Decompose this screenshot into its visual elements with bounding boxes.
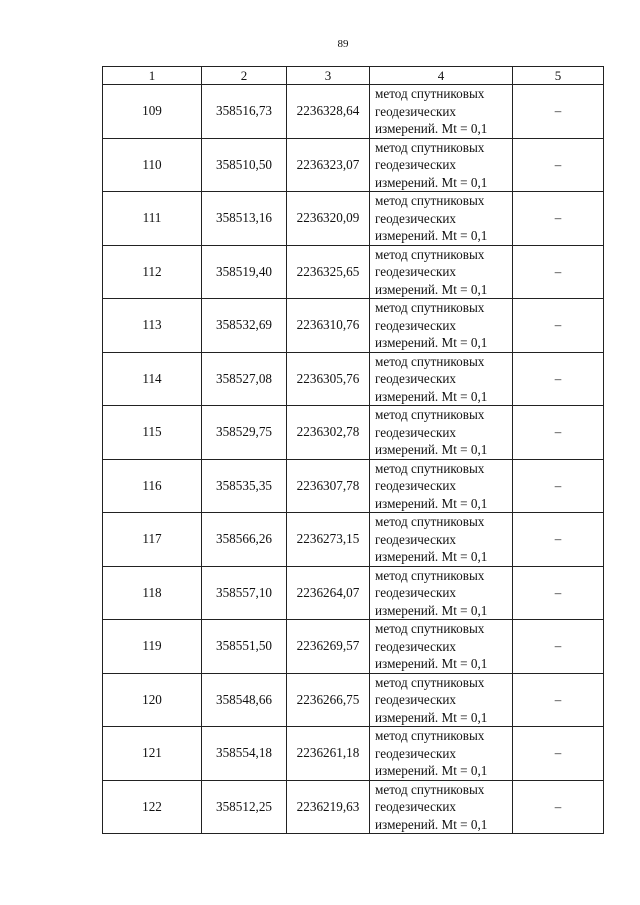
note-cell: – <box>513 513 604 567</box>
table-row <box>103 459 604 513</box>
y-coordinate-cell: 2236273,15 <box>287 513 370 567</box>
note-cell: – <box>513 192 604 246</box>
y-coordinate-cell: 2236269,57 <box>287 620 370 674</box>
column-header: 4 <box>370 67 513 85</box>
y-coordinate-cell: 2236320,09 <box>287 192 370 246</box>
x-coordinate-cell: 358513,16 <box>202 192 287 246</box>
method-line: геодезических <box>375 157 457 172</box>
method-line: метод спутниковых <box>375 139 485 155</box>
method-line: геодезических <box>375 585 457 600</box>
point-number-cell: 117 <box>103 513 202 567</box>
coordinates-table <box>102 66 604 834</box>
method-line: измерений. Mt = 0,1 <box>375 763 488 778</box>
note-cell: – <box>513 673 604 727</box>
table-row <box>103 673 604 727</box>
x-coordinate-cell: 358551,50 <box>202 620 287 674</box>
x-coordinate-cell: 358532,69 <box>202 299 287 353</box>
method-line: метод спутниковых <box>375 728 485 743</box>
x-coordinate-cell: 358535,35 <box>202 459 287 513</box>
method-line: измерений. Mt = 0,1 <box>375 388 488 404</box>
method-cell <box>370 138 513 192</box>
note-cell: – <box>513 299 604 353</box>
table-row <box>103 780 604 834</box>
method-line: геодезических <box>375 371 457 386</box>
method-cell <box>370 85 513 139</box>
method-line: метод спутниковых <box>375 621 485 636</box>
method-line: измерений. Mt = 0,1 <box>375 709 488 725</box>
note-cell: – <box>513 352 604 406</box>
y-coordinate-cell: 2236302,78 <box>287 406 370 460</box>
x-coordinate-cell: 358529,75 <box>202 406 287 460</box>
note-cell: – <box>513 620 604 674</box>
y-coordinate-cell: 2236219,63 <box>287 780 370 834</box>
y-coordinate-cell: 2236264,07 <box>287 566 370 620</box>
y-coordinate-cell: 2236310,76 <box>287 299 370 353</box>
method-cell <box>370 727 513 781</box>
table-row <box>103 192 604 246</box>
table-row <box>103 406 604 460</box>
point-number-cell: 115 <box>103 406 202 460</box>
note-cell: – <box>513 406 604 460</box>
y-coordinate-cell: 2236307,78 <box>287 459 370 513</box>
point-number-cell: 116 <box>103 459 202 513</box>
y-coordinate-cell: 2236305,76 <box>287 352 370 406</box>
point-number-cell: 109 <box>103 85 202 139</box>
x-coordinate-cell: 358527,08 <box>202 352 287 406</box>
note-cell: – <box>513 459 604 513</box>
method-line: метод спутниковых <box>375 781 485 797</box>
point-number-cell: 122 <box>103 780 202 834</box>
point-number-cell: 113 <box>103 299 202 353</box>
method-line: геодезических <box>375 103 457 119</box>
table-body <box>103 85 604 834</box>
x-coordinate-cell: 358512,25 <box>202 780 287 834</box>
table-row <box>103 245 604 299</box>
y-coordinate-cell: 2236325,65 <box>287 245 370 299</box>
point-number-cell: 114 <box>103 352 202 406</box>
point-number-cell: 119 <box>103 620 202 674</box>
table-row <box>103 513 604 567</box>
method-line: метод спутниковых <box>375 514 485 529</box>
y-coordinate-cell: 2236261,18 <box>287 727 370 781</box>
method-line: измерений. Mt = 0,1 <box>375 228 488 243</box>
page-number: 89 <box>337 38 349 50</box>
method-line: измерений. Mt = 0,1 <box>375 816 488 832</box>
point-number-cell: 111 <box>103 192 202 246</box>
note-cell: – <box>513 780 604 834</box>
method-line: геодезических <box>375 317 457 333</box>
method-line: измерений. Mt = 0,1 <box>375 281 488 297</box>
column-header: 1 <box>103 67 202 85</box>
method-line: измерений. Mt = 0,1 <box>375 602 488 618</box>
method-line: геодезических <box>375 638 457 654</box>
method-line: геодезических <box>375 799 457 814</box>
y-coordinate-cell: 2236328,64 <box>287 85 370 139</box>
header-row <box>103 67 604 85</box>
method-line: геодезических <box>375 264 457 279</box>
column-header: 5 <box>513 67 604 85</box>
method-line: геодезических <box>375 478 457 493</box>
method-line: метод спутниковых <box>375 193 485 208</box>
method-cell <box>370 406 513 460</box>
method-line: геодезических <box>375 745 457 761</box>
method-line: метод спутниковых <box>375 567 485 583</box>
table-row <box>103 85 604 139</box>
method-line: измерений. Mt = 0,1 <box>375 442 488 457</box>
x-coordinate-cell: 358519,40 <box>202 245 287 299</box>
method-cell <box>370 459 513 513</box>
method-line: метод спутниковых <box>375 407 485 422</box>
column-header: 3 <box>287 67 370 85</box>
method-line: измерений. Mt = 0,1 <box>375 549 488 564</box>
method-line: геодезических <box>375 210 457 226</box>
table-row <box>103 566 604 620</box>
method-line: метод спутниковых <box>375 353 485 369</box>
point-number-cell: 110 <box>103 138 202 192</box>
method-line: метод спутниковых <box>375 674 485 690</box>
table-row <box>103 620 604 674</box>
method-line: геодезических <box>375 531 457 547</box>
method-cell <box>370 245 513 299</box>
method-line: метод спутниковых <box>375 86 485 101</box>
x-coordinate-cell: 358548,66 <box>202 673 287 727</box>
method-cell <box>370 352 513 406</box>
method-cell <box>370 513 513 567</box>
method-line: измерений. Mt = 0,1 <box>375 174 488 190</box>
method-line: измерений. Mt = 0,1 <box>375 656 488 671</box>
x-coordinate-cell: 358510,50 <box>202 138 287 192</box>
method-cell <box>370 673 513 727</box>
method-cell <box>370 192 513 246</box>
table-row <box>103 138 604 192</box>
x-coordinate-cell: 358516,73 <box>202 85 287 139</box>
method-cell <box>370 299 513 353</box>
y-coordinate-cell: 2236266,75 <box>287 673 370 727</box>
method-line: метод спутниковых <box>375 246 485 262</box>
note-cell: – <box>513 85 604 139</box>
x-coordinate-cell: 358566,26 <box>202 513 287 567</box>
note-cell: – <box>513 566 604 620</box>
table-row <box>103 299 604 353</box>
method-line: метод спутниковых <box>375 300 485 315</box>
point-number-cell: 112 <box>103 245 202 299</box>
point-number-cell: 118 <box>103 566 202 620</box>
method-line: геодезических <box>375 424 457 440</box>
x-coordinate-cell: 358554,18 <box>202 727 287 781</box>
table-row <box>103 352 604 406</box>
method-cell <box>370 620 513 674</box>
method-line: метод спутниковых <box>375 460 485 476</box>
method-line: измерений. Mt = 0,1 <box>375 335 488 350</box>
point-number-cell: 120 <box>103 673 202 727</box>
column-header: 2 <box>202 67 287 85</box>
method-line: измерений. Mt = 0,1 <box>375 495 488 511</box>
note-cell: – <box>513 138 604 192</box>
table-row <box>103 727 604 781</box>
method-line: геодезических <box>375 692 457 707</box>
note-cell: – <box>513 245 604 299</box>
method-cell <box>370 566 513 620</box>
method-cell <box>370 780 513 834</box>
note-cell: – <box>513 727 604 781</box>
method-line: измерений. Mt = 0,1 <box>375 121 488 136</box>
x-coordinate-cell: 358557,10 <box>202 566 287 620</box>
y-coordinate-cell: 2236323,07 <box>287 138 370 192</box>
point-number-cell: 121 <box>103 727 202 781</box>
